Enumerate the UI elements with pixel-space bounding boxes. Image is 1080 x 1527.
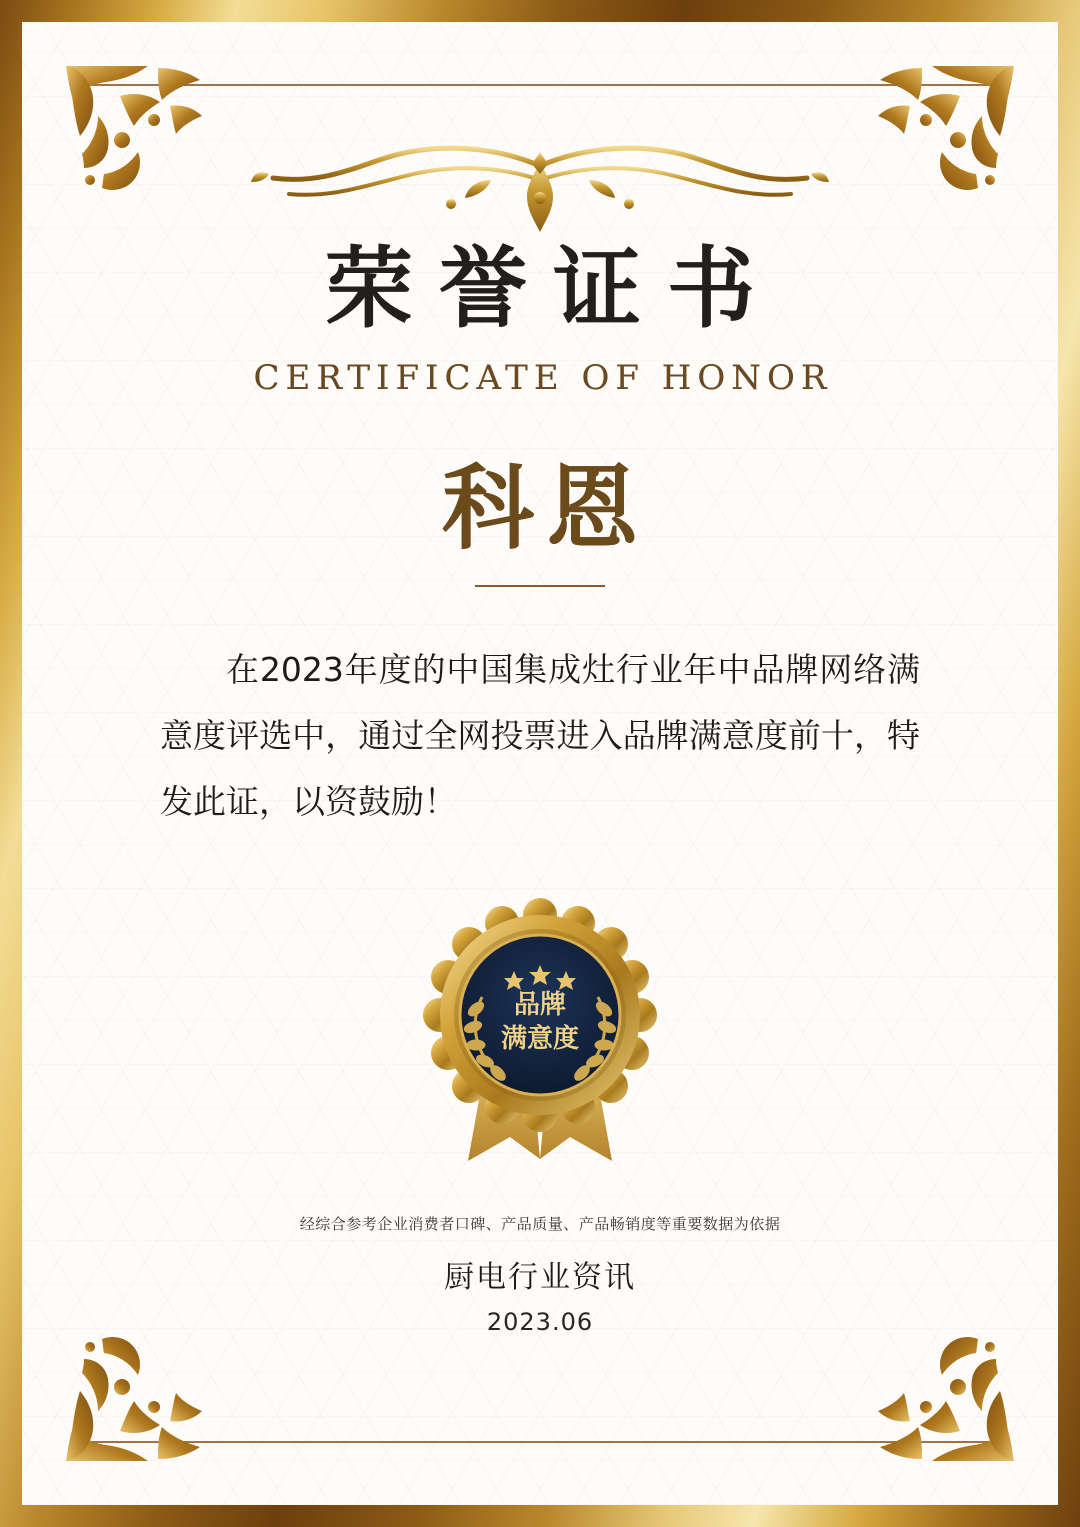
certificate-body-text: 在2023年度的中国集成灶行业年中品牌网络满意度评选中，通过全网投票进入品牌满意度前十，特发此证，以资鼓励！ xyxy=(160,649,920,821)
certificate-footer xyxy=(300,1213,781,1336)
footer-organization: 厨电行业资讯 xyxy=(443,1259,636,1295)
footer-date: 2023.06 xyxy=(486,1307,594,1336)
brand-satisfaction-seal xyxy=(410,893,670,1173)
recipient-name: 科恩 xyxy=(430,460,650,557)
certificate-content xyxy=(22,22,1058,1505)
recipient-divider xyxy=(475,585,605,587)
certificate-paper xyxy=(22,22,1058,1505)
certificate-title-en: CERTIFICATE OF HONOR xyxy=(248,358,833,398)
seal-text-line1: 品牌 xyxy=(513,989,567,1020)
seal-text-line2: 满意度 xyxy=(500,1023,580,1054)
footer-note: 经综合参考企业消费者口碑、产品质量、产品畅销度等重要数据为依据 xyxy=(299,1214,781,1233)
certificate-title-cn: 荣誉证书 xyxy=(324,236,781,340)
